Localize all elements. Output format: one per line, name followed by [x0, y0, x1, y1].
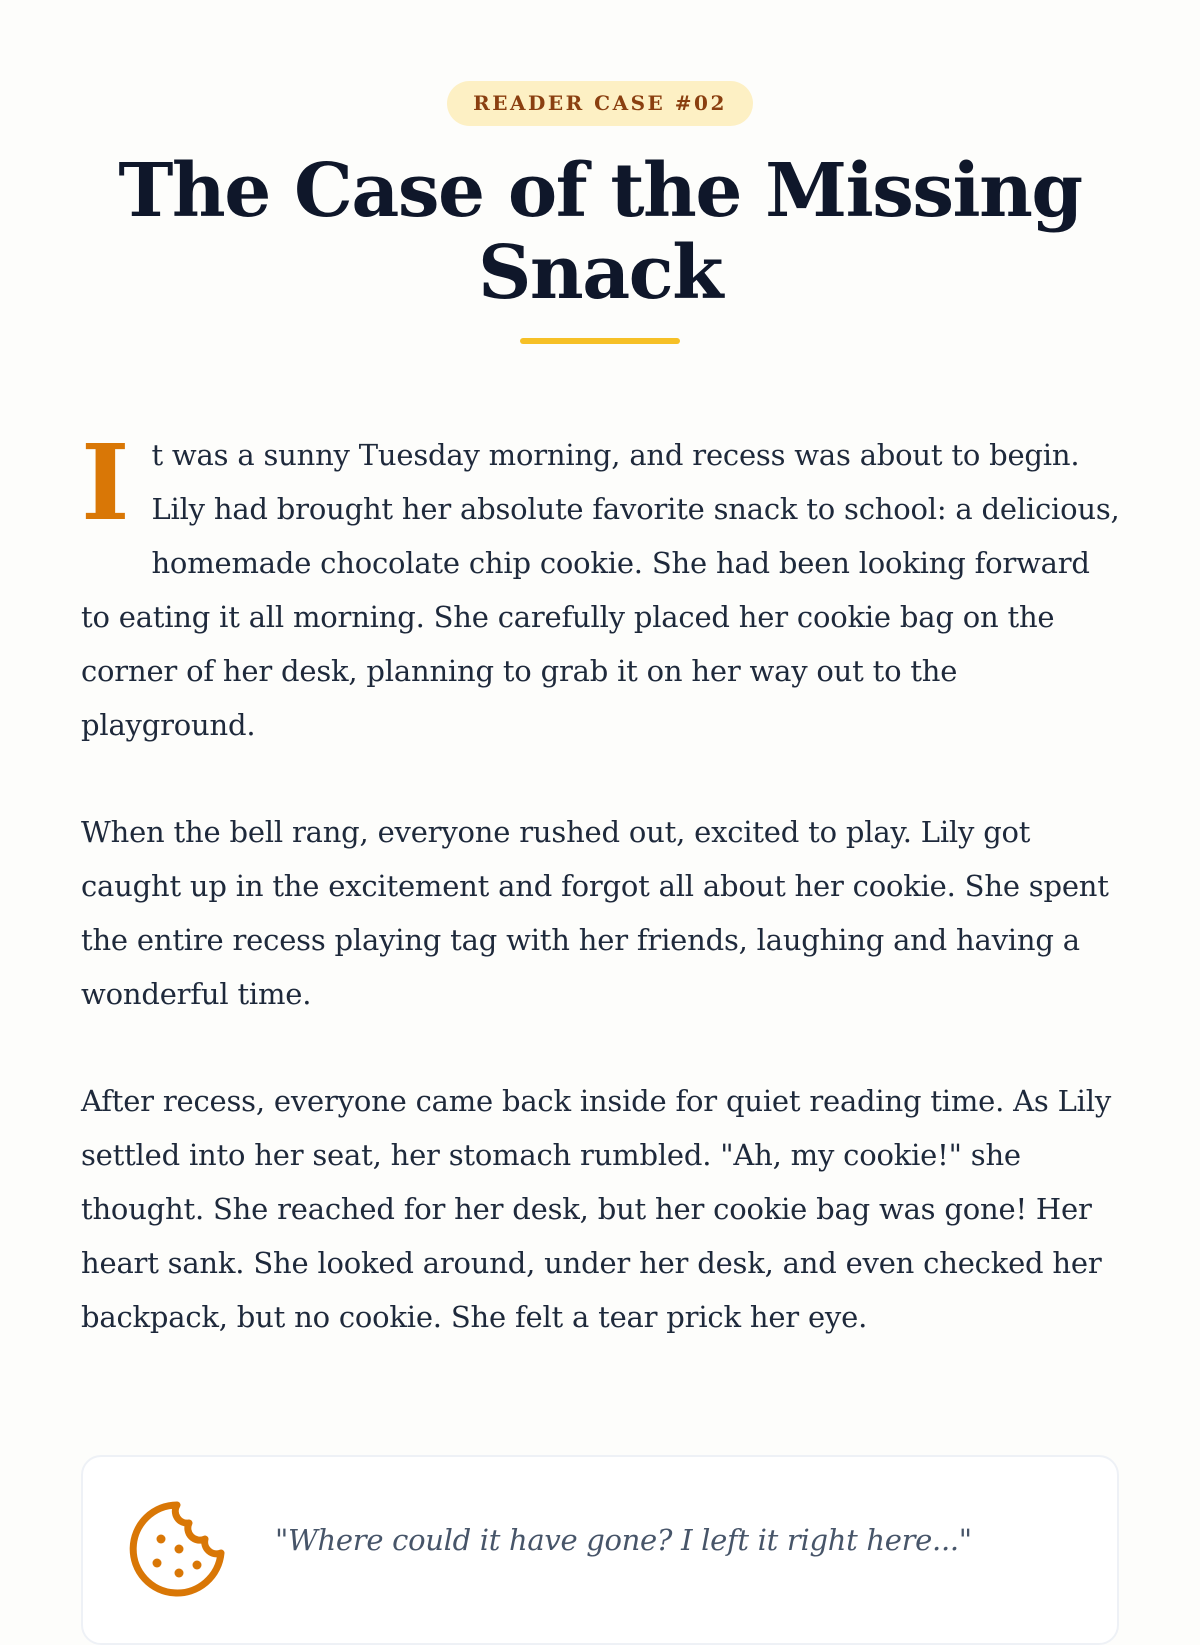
paragraph-1-text: t was a sunny Tuesday morning, and recess was about to begin. Lily had brought her absolute favorite snack to school: a delicious, homemade chocolate chip cookie. She had been looking forward to eating it all morning. She carefully placed her cookie bag on the corner of her desk, planning to grab it on her way out to the playground. [81, 438, 1120, 742]
story-body [81, 421, 1121, 1397]
story-paragraph-2: When the bell rang, everyone rushed out, excited to play. Lily got caught up in the excitement and forgot all about her cookie. She spent the entire recess playing tag with her friends, laughing and having a wonderful time. [81, 815, 1109, 1011]
reader-case-badge: READER CASE #02 [447, 81, 753, 126]
cookie-icon [127, 1499, 227, 1599]
badge-wrap [0, 0, 1200, 126]
story-paragraph-1 [81, 421, 1121, 752]
quote-text: "Where could it have gone? I left it right here..." [275, 1523, 972, 1557]
title-underline [520, 338, 680, 344]
story-paragraph-3: After recess, everyone came back inside for quiet reading time. As Lily settled into her seat, her stomach rumbled. "Ah, my cookie!" she thought. She reached for her desk, but her cookie bag was gone! Her heart sank. She looked around, under her desk, and even checked her backpack, but no cookie. She felt a tear prick her eye. [81, 1084, 1112, 1334]
drop-cap: I [81, 421, 130, 544]
quote-card [81, 1455, 1119, 1645]
page-title: The Case of the Missing Snack [118, 148, 1082, 316]
